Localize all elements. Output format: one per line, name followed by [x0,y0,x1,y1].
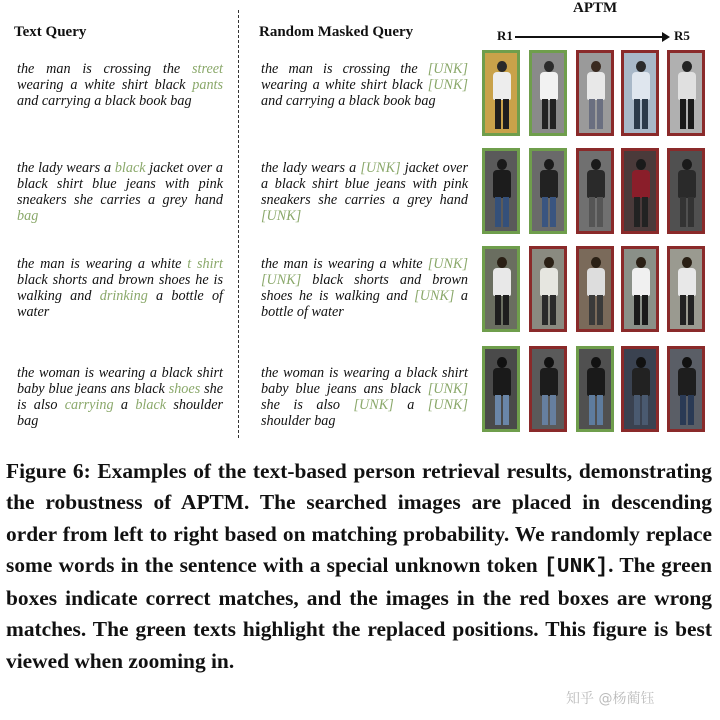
person-leg [680,197,686,227]
correct-match-image [482,148,520,234]
query-text-span: black shorts and brown shoes he is walking and [17,272,223,304]
wrong-match-image [576,50,614,136]
highlighted-word: carrying [64,397,114,413]
person-head [544,61,554,72]
person-leg [550,99,556,129]
correct-match-image [482,346,520,432]
rank-label-r1: R1 [497,28,513,43]
masked-query-4 [261,365,468,429]
person-head [682,61,692,72]
person-head [497,257,507,268]
person-torso [632,170,650,198]
query-text-span: and carrying a black book bag [17,93,192,109]
person-leg [589,295,595,325]
person-torso [540,268,558,296]
person-leg [680,295,686,325]
person-torso [493,368,511,396]
person-torso [632,368,650,396]
person-head [497,357,507,368]
person-torso [540,368,558,396]
wrong-match-image [667,148,705,234]
query-text-span: and carrying a black book bag [261,93,436,109]
person-head [682,257,692,268]
person-torso [493,72,511,100]
text-query-1 [17,61,223,109]
person-head [544,159,554,170]
person-torso [632,72,650,100]
person-leg [589,197,595,227]
highlighted-word: drinking [99,288,148,304]
text-query-2 [17,160,223,224]
highlighted-word: [UNK] [427,397,469,413]
person-leg [642,197,648,227]
query-text-span: shoulder bag [17,397,224,429]
highlighted-word: bag [17,208,39,224]
rank-label-r5: R5 [674,28,690,43]
person-leg [495,395,501,425]
caption-unk-token: [UNK] [543,554,609,579]
person-head [544,257,554,268]
person-leg [589,395,595,425]
person-head [636,257,646,268]
query-text-span: the man is wearing a white [261,256,428,272]
person-leg [688,295,694,325]
masked-query-3 [261,256,468,320]
column-divider [238,10,239,438]
query-text-span: jacket over a black shirt blue jeans with pink sneakers she carries a grey hand [261,160,469,208]
person-leg [503,99,509,129]
query-text-span: the lady wears a [17,160,115,176]
person-head [591,357,601,368]
wrong-match-image [621,50,659,136]
person-leg [680,395,686,425]
person-leg [642,395,648,425]
person-torso [678,72,696,100]
text-query-3 [17,256,223,320]
person-torso [540,170,558,198]
person-leg [542,99,548,129]
highlighted-word: pants [192,77,223,93]
correct-match-image [482,246,520,332]
person-leg [550,395,556,425]
person-leg [597,295,603,325]
person-head [636,61,646,72]
person-torso [678,170,696,198]
query-text-span: the man is crossing the [17,61,192,77]
watermark: 知乎 @杨蔺钰 [566,691,655,707]
highlighted-word: [UNK] [353,397,394,413]
person-leg [550,295,556,325]
highlighted-word: [UNK] [427,381,468,397]
wrong-match-image [621,246,659,332]
person-head [591,159,601,170]
query-text-span: wearing a white shirt black [261,77,428,93]
person-leg [542,197,548,227]
highlighted-word: black [135,397,167,413]
person-leg [495,197,501,227]
query-text-span: the man is wearing a white [17,256,188,272]
person-head [636,357,646,368]
highlighted-word: t shirt [187,256,223,272]
masked-query-1 [261,61,468,109]
header-random-masked-query: Random Masked Query [259,24,414,40]
person-head [682,357,692,368]
highlighted-word: [UNK] [427,61,468,77]
wrong-match-image [529,346,567,432]
query-text-span: she is also [17,381,223,413]
person-torso [540,72,558,100]
query-text-span: jacket over a black shirt blue jeans with pink sneakers she carries a grey hand [17,160,224,208]
highlighted-word: [UNK] [360,160,401,176]
rank-arrow-line [515,36,665,38]
highlighted-word: black [114,160,146,176]
person-leg [503,395,509,425]
correct-match-image [576,346,614,432]
person-leg [688,197,694,227]
query-text-span: the lady wears a [261,160,361,176]
query-text-span: a bottle of water [17,288,223,320]
person-torso [493,170,511,198]
person-torso [587,170,605,198]
person-leg [503,295,509,325]
highlighted-word: [UNK] [261,208,302,224]
figure-caption [6,456,712,677]
caption-text-1: Figure 6: Examples of the text-based person retrieval results, demonstrating the robustness of APTM. The searched images are placed in descending order from left to right based on matching probability. We randomly replace some words in the sentence with a special unknown token [6,459,712,577]
person-leg [634,197,640,227]
person-leg [597,197,603,227]
person-leg [542,395,548,425]
person-leg [495,295,501,325]
person-torso [493,268,511,296]
query-text-span: wearing a white shirt black [17,77,193,93]
person-leg [597,99,603,129]
query-text-span: the man is crossing the [261,61,428,77]
person-head [544,357,554,368]
masked-query-2 [261,160,468,224]
query-text-span: a [113,397,136,413]
correct-match-image [529,50,567,136]
person-torso [587,368,605,396]
person-leg [634,295,640,325]
person-head [591,257,601,268]
person-leg [589,99,595,129]
header-text-query: Text Query [14,24,87,40]
caption-text-2: . The green boxes indicate correct matches, and the images in the red boxes are wrong matches. The green texts highlight the replaced positions. This figure is best viewed when zooming in. [6,552,712,673]
person-leg [495,99,501,129]
person-leg [688,395,694,425]
highlighted-word: shoes [168,381,201,397]
person-leg [634,99,640,129]
correct-match-image [529,148,567,234]
person-torso [587,72,605,100]
wrong-match-image [667,50,705,136]
person-leg [642,295,648,325]
wrong-match-image [529,246,567,332]
person-head [636,159,646,170]
highlighted-word: [UNK] [414,288,455,304]
query-text-span: the woman is wearing a black shirt baby blue jeans ans black [17,365,223,397]
person-torso [587,268,605,296]
query-text-span: a [393,397,428,413]
query-text-span: she is also [261,397,354,413]
person-leg [597,395,603,425]
person-leg [688,99,694,129]
highlighted-word: street [192,61,223,77]
person-torso [632,268,650,296]
wrong-match-image [576,148,614,234]
aptm-title: APTM [573,0,618,16]
query-text-span: shoulder bag [261,413,336,429]
query-text-span: the woman is wearing a black shirt baby blue jeans ans black [261,365,468,397]
person-head [497,61,507,72]
person-leg [642,99,648,129]
highlighted-word: [UNK] [427,77,468,93]
person-head [591,61,601,72]
person-leg [550,197,556,227]
person-leg [503,197,509,227]
wrong-match-image [667,246,705,332]
person-head [682,159,692,170]
query-text-span: a bottle of water [261,288,468,320]
correct-match-image [482,50,520,136]
wrong-match-image [621,346,659,432]
wrong-match-image [621,148,659,234]
query-text-span: black shorts and brown shoes he is walking and [261,272,468,304]
person-leg [680,99,686,129]
rank-arrow-head [662,32,670,42]
person-head [497,159,507,170]
highlighted-word: [UNK] [UNK] [261,256,468,288]
person-leg [634,395,640,425]
person-leg [542,295,548,325]
person-torso [678,268,696,296]
person-torso [678,368,696,396]
text-query-4 [17,365,223,429]
wrong-match-image [667,346,705,432]
wrong-match-image [576,246,614,332]
